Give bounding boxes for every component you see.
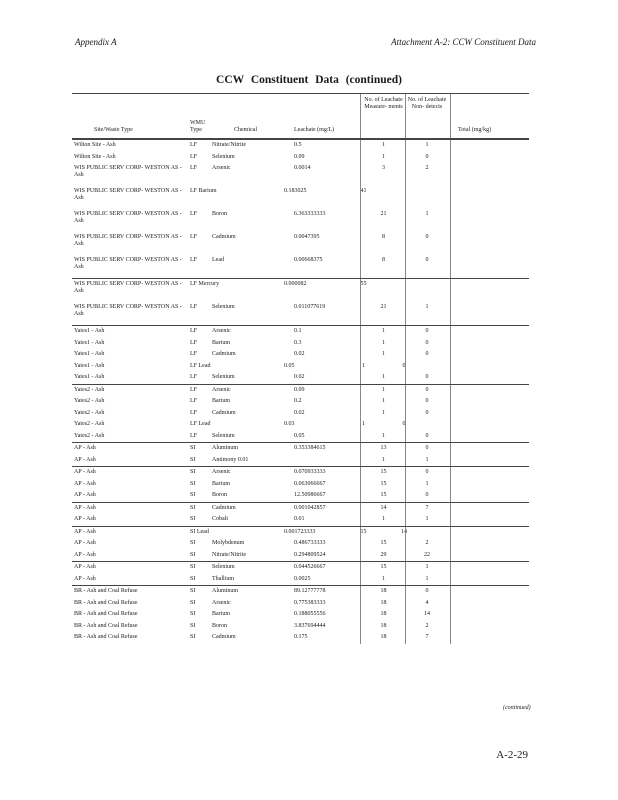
table-row (72, 255, 529, 278)
table-row (72, 163, 529, 186)
cell-nondetects: 0 (425, 588, 429, 594)
cell-leachate: 0.02 (294, 351, 305, 357)
cell-chemical: Cadmium (212, 634, 236, 640)
cell-leachate: 0.02 (294, 374, 305, 380)
cell-nondetects: 14 (424, 611, 430, 617)
cell-chemical: Arsenic (212, 165, 231, 171)
cell-chemical: Arsenic (212, 599, 231, 606)
cell-measurements: 21 (380, 211, 387, 217)
table-row (72, 538, 529, 550)
cell-site: AP - Ash (74, 445, 96, 451)
cell-measurements: 1 (382, 398, 385, 404)
table-row (72, 232, 529, 255)
cell-nondetects: 0 (425, 153, 429, 160)
table-row (72, 550, 529, 562)
cell-leachate: 0.03 (284, 421, 295, 427)
cell-chemical: Barium (212, 611, 230, 617)
cell-site: BR - Ash and Coal Refuse (74, 588, 138, 594)
cell-wmu: LF (190, 211, 198, 217)
col-total: Total (mg/kg) (458, 127, 492, 133)
cell-nondetects: 0 (425, 492, 429, 498)
cell-measurements: 1 (382, 374, 385, 380)
cell-wmu: LF Lead (190, 421, 211, 427)
cell-site: AP - Ash (74, 480, 96, 487)
cell-measurements: 1 (382, 386, 385, 393)
cell-measurements: 15 (380, 492, 387, 498)
cell-site: AP - Ash (74, 492, 96, 498)
cell-site: WIS PUBLIC SERV CORP- WESTON AS - Ash (74, 211, 182, 224)
table-row (72, 526, 529, 539)
cell-leachate: 0.001042857 (294, 504, 326, 511)
cell-wmu: SI (190, 445, 196, 451)
cell-nondetects: 0 (425, 469, 429, 475)
cell-site: BR - Ash and Coal Refuse (74, 611, 138, 617)
cell-site: AP - Ash (74, 469, 96, 475)
cell-nondetects: 2 (425, 622, 429, 629)
table-row (72, 632, 529, 644)
cell-site: Yates2 - Ash (74, 432, 105, 439)
cell-measurements: 21 (380, 304, 387, 310)
cell-chemical: Selenium (212, 304, 235, 310)
cell-measurements: 55 (360, 281, 367, 287)
cell-site: AP - Ash (74, 516, 96, 522)
cell-nondetects: 0 (402, 362, 406, 369)
cell-site: AP - Ash (74, 528, 96, 535)
table-row (72, 598, 529, 610)
cell-leachate: 0.3 (294, 339, 302, 346)
cell-chemical: Cadmium (212, 234, 236, 240)
cell-measurements: 1 (382, 516, 385, 522)
cell-measurements: 14 (380, 504, 387, 511)
cell-measurements: 15 (360, 528, 367, 535)
cell-wmu: LF (190, 328, 198, 334)
col-chemical: Chemical (234, 127, 257, 133)
cell-site: WIS PUBLIC SERV CORP- WESTON AS - Ash (74, 165, 182, 178)
cell-site: Yates1 - Ash (74, 362, 105, 369)
table-row (72, 361, 529, 373)
cell-leachate: 0.063066667 (294, 480, 326, 487)
cell-nondetects: 1 (425, 480, 429, 487)
table-row (72, 338, 529, 350)
cell-nondetects: 0 (425, 386, 429, 393)
cell-site: Wilton Site - Ash (74, 153, 116, 160)
cell-measurements: 18 (380, 599, 387, 606)
table-row (72, 574, 529, 586)
col-nondetects: No. of Leachate Non- detects (407, 97, 447, 110)
cell-chemical: Boron (212, 211, 227, 217)
cell-leachate: 0.001723333 (284, 528, 316, 535)
header-left: Appendix A (75, 37, 117, 47)
cell-wmu: LF (190, 386, 198, 393)
table-row (72, 152, 529, 164)
cell-wmu: SI (190, 516, 196, 522)
cell-nondetects: 0 (402, 421, 406, 427)
cell-wmu: LF (190, 153, 198, 160)
cell-nondetects: 0 (425, 409, 429, 416)
cell-measurements: 18 (380, 634, 387, 640)
cell-chemical: Boron (212, 622, 227, 629)
cell-wmu: LF (190, 351, 198, 357)
constituent-table (72, 93, 529, 644)
cell-leachate: 3.837694444 (294, 622, 326, 629)
cell-leachate: 0.0014 (294, 165, 311, 171)
cell-leachate: 0.000082 (284, 281, 307, 287)
cell-nondetects: 1 (425, 564, 429, 570)
cell-leachate: 0.775383333 (294, 599, 326, 606)
cell-leachate: 0.0025 (294, 575, 311, 582)
cell-measurements: 1 (382, 456, 385, 463)
cell-measurements: 18 (380, 622, 387, 629)
cell-chemical: Selenium (212, 374, 235, 380)
cell-chemical: Selenium (212, 432, 235, 439)
cell-nondetects: 2 (425, 165, 429, 171)
table-row (72, 442, 529, 455)
cell-nondetects: 4 (425, 599, 429, 606)
cell-wmu: SI (190, 634, 196, 640)
cell-measurements: 15 (380, 469, 387, 475)
cell-leachate: 0.1 (294, 328, 302, 334)
table-row (72, 585, 529, 598)
cell-wmu: LF Barium (190, 188, 217, 194)
cell-wmu: LF (190, 234, 198, 240)
table-row (72, 609, 529, 621)
table-row (72, 466, 529, 479)
cell-measurements: 18 (380, 611, 387, 617)
cell-nondetects: 1 (425, 304, 429, 310)
cell-leachate: 0.011077619 (294, 304, 326, 310)
cell-measurements: 13 (380, 445, 387, 451)
cell-nondetects: 0 (425, 257, 429, 263)
cell-leachate: 0.294809524 (294, 551, 326, 558)
cell-chemical: Arsenic (212, 469, 231, 475)
cell-site: Yates1 - Ash (74, 374, 105, 380)
col-wmu: WMU Type (190, 120, 206, 133)
cell-leachate: 0.05 (294, 432, 305, 439)
cell-wmu: SI (190, 469, 196, 475)
cell-measurements: 8 (382, 257, 385, 263)
table-row (72, 514, 529, 526)
cell-site: AP - Ash (74, 564, 96, 570)
cell-chemical: Nitrate/Nitrite (212, 551, 246, 558)
cell-wmu: LF (190, 142, 198, 148)
table-row (72, 408, 529, 420)
col-measurements: No. of Leachate Measure- ments (364, 97, 403, 110)
cell-site: AP - Ash (74, 456, 96, 463)
cell-wmu: SI (190, 504, 196, 511)
table-row (72, 621, 529, 633)
cell-nondetects: 0 (425, 339, 429, 346)
table-row (72, 455, 529, 467)
cell-measurements: 8 (382, 234, 385, 240)
cell-wmu: SI Lead (190, 528, 209, 535)
cell-wmu: SI (190, 540, 196, 546)
cell-chemical: Antimony 0.01 (212, 456, 249, 463)
cell-nondetects: 0 (425, 234, 429, 240)
cell-leachate: 0.05 (284, 362, 295, 369)
table-row (72, 419, 529, 431)
cell-measurements: 1 (382, 351, 385, 357)
cell-wmu: SI (190, 492, 196, 498)
cell-nondetects: 0 (425, 328, 429, 334)
col-site: Site/Waste Type (94, 127, 133, 133)
cell-leachate: 0.00668375 (294, 257, 323, 263)
cell-site: AP - Ash (74, 504, 96, 511)
cell-wmu: LF Mercury (190, 281, 220, 287)
cell-wmu: LF Lead (190, 362, 211, 369)
cell-wmu: LF (190, 409, 198, 416)
cell-measurements: 1 (382, 328, 385, 334)
cell-nondetects: 0 (425, 398, 429, 404)
cell-leachate: 6.363333333 (294, 211, 326, 217)
cell-nondetects: 0 (425, 445, 429, 451)
cell-measurements: 1 (382, 153, 385, 160)
cell-site: AP - Ash (74, 551, 96, 558)
table-row (72, 209, 529, 232)
cell-wmu: SI (190, 480, 196, 487)
cell-site: BR - Ash and Coal Refuse (74, 622, 138, 629)
cell-wmu: SI (190, 456, 196, 463)
cell-nondetects: 0 (425, 374, 429, 380)
cell-leachate: 0.044526667 (294, 564, 326, 570)
table-row (72, 372, 529, 384)
cell-nondetects: 1 (425, 516, 429, 522)
cell-measurements: 1 (362, 421, 365, 427)
cell-wmu: LF (190, 374, 198, 380)
cell-measurements: 41 (360, 188, 367, 194)
cell-wmu: SI (190, 575, 196, 582)
cell-wmu: SI (190, 588, 196, 594)
cell-leachate: 0.486733333 (294, 540, 326, 546)
cell-site: WIS PUBLIC SERV CORP- WESTON AS - Ash (74, 257, 182, 270)
table-row (72, 479, 529, 491)
cell-measurements: 1 (382, 142, 385, 148)
cell-site: AP - Ash (74, 540, 96, 546)
table-row (72, 490, 529, 502)
cell-site: AP - Ash (74, 575, 96, 582)
cell-leachate: 0.070933333 (294, 469, 326, 475)
cell-chemical: Selenium (212, 153, 235, 160)
col-leachate: Leachate (mg/L) (294, 127, 335, 133)
cell-measurements: 18 (380, 588, 387, 594)
cell-nondetects: 14 (401, 528, 407, 535)
cell-measurements: 1 (382, 432, 385, 439)
cell-chemical: Nitrate/Nitrite (212, 142, 246, 148)
cell-leachate: 0.01 (294, 516, 305, 522)
table-row (72, 561, 529, 574)
cell-chemical: Thallium (212, 575, 234, 582)
cell-chemical: Cadmium (212, 409, 236, 416)
cell-nondetects: 1 (425, 575, 429, 582)
table-row (72, 302, 529, 325)
cell-chemical: Cadmium (212, 351, 236, 357)
cell-nondetects: 22 (424, 551, 430, 558)
cell-leachate: 0.09 (294, 153, 305, 160)
cell-site: BR - Ash and Coal Refuse (74, 634, 138, 640)
cell-site: Yates2 - Ash (74, 421, 105, 427)
cell-chemical: Boron (212, 492, 227, 498)
cell-wmu: LF (190, 398, 198, 404)
cell-measurements: 15 (380, 540, 387, 546)
cell-site: Yates2 - Ash (74, 409, 105, 416)
cell-site: Yates1 - Ash (74, 339, 105, 346)
cell-site: Yates1 - Ash (74, 328, 105, 334)
cell-wmu: LF (190, 432, 198, 439)
cell-chemical: Aluminum (212, 445, 239, 451)
table-row (72, 139, 529, 152)
cell-measurements: 15 (380, 480, 387, 487)
cell-measurements: 1 (382, 339, 385, 346)
cell-leachate: 0.02 (294, 409, 305, 416)
cell-nondetects: 0 (425, 351, 429, 357)
cell-nondetects: 0 (425, 432, 429, 439)
cell-nondetects: 1 (425, 211, 429, 217)
cell-wmu: SI (190, 564, 196, 570)
table-row (72, 325, 529, 338)
cell-measurements: 29 (380, 551, 387, 558)
cell-site: BR - Ash and Coal Refuse (74, 599, 138, 606)
cell-chemical: Selenium (212, 564, 235, 570)
cell-chemical: Cadmium (212, 504, 236, 511)
cell-leachate: 0.0047395 (294, 234, 320, 240)
cell-leachate: 0.353384615 (294, 445, 326, 451)
cell-measurements: 1 (362, 362, 365, 369)
cell-chemical: Cobalt (212, 516, 228, 522)
cell-chemical: Barium (212, 398, 230, 404)
cell-wmu: SI (190, 599, 196, 606)
cell-measurements: 1 (382, 575, 385, 582)
continued-note: (continued) (503, 705, 531, 711)
cell-chemical: Barium (212, 339, 230, 346)
table-row (72, 502, 529, 515)
cell-site: WIS PUBLIC SERV CORP- WESTON AS - Ash (74, 304, 182, 317)
cell-leachate: 0.183025 (284, 188, 307, 194)
cell-leachate: 0.5 (294, 142, 302, 148)
cell-nondetects: 7 (425, 634, 429, 640)
cell-wmu: LF (190, 339, 198, 346)
cell-site: WIS PUBLIC SERV CORP- WESTON AS - Ash (74, 234, 182, 247)
table-body (72, 139, 529, 644)
cell-nondetects: 1 (425, 142, 429, 148)
cell-nondetects: 7 (425, 504, 429, 511)
cell-site: Yates2 - Ash (74, 386, 105, 393)
header-right: Attachment A-2: CCW Constituent Data (391, 37, 536, 47)
cell-site: Yates1 - Ash (74, 351, 105, 357)
cell-measurements: 1 (382, 409, 385, 416)
table-title: CCW Constituent Data (continued) (216, 74, 402, 86)
cell-chemical: Arsenic (212, 386, 231, 393)
table-row (72, 384, 529, 397)
table-header (72, 94, 529, 139)
cell-wmu: LF (190, 165, 198, 171)
cell-site: WIS PUBLIC SERV CORP- WESTON AS - Ash (74, 188, 182, 201)
cell-chemical: Arsenic (212, 328, 231, 334)
table-row (72, 278, 529, 302)
cell-nondetects: 1 (425, 456, 429, 463)
cell-leachate: 0.09 (294, 386, 305, 393)
page-number: A-2-29 (496, 749, 528, 761)
cell-wmu: LF (190, 304, 198, 310)
cell-leachate: 0.2 (294, 398, 302, 404)
cell-site: Wilton Site - Ash (74, 142, 116, 148)
cell-leachate: 0.188055556 (294, 611, 326, 617)
cell-leachate: 12.50986667 (294, 492, 326, 498)
table-row (72, 186, 529, 209)
table-row (72, 349, 529, 361)
cell-chemical: Molybdenum (212, 540, 245, 546)
table-row (72, 431, 529, 443)
cell-wmu: SI (190, 551, 196, 558)
cell-leachate: 0.175 (294, 634, 308, 640)
cell-nondetects: 2 (425, 540, 429, 546)
cell-measurements: 3 (382, 165, 385, 171)
cell-site: Yates2 - Ash (74, 398, 105, 404)
cell-leachate: 89.12777778 (294, 588, 326, 594)
cell-wmu: SI (190, 611, 196, 617)
cell-wmu: SI (190, 622, 196, 629)
table-row (72, 396, 529, 408)
cell-wmu: LF (190, 257, 198, 263)
cell-measurements: 15 (380, 564, 387, 570)
cell-chemical: Lead (212, 257, 224, 263)
cell-site: WIS PUBLIC SERV CORP- WESTON AS - Ash (74, 281, 182, 294)
cell-chemical: Aluminum (212, 588, 239, 594)
cell-chemical: Barium (212, 480, 230, 487)
